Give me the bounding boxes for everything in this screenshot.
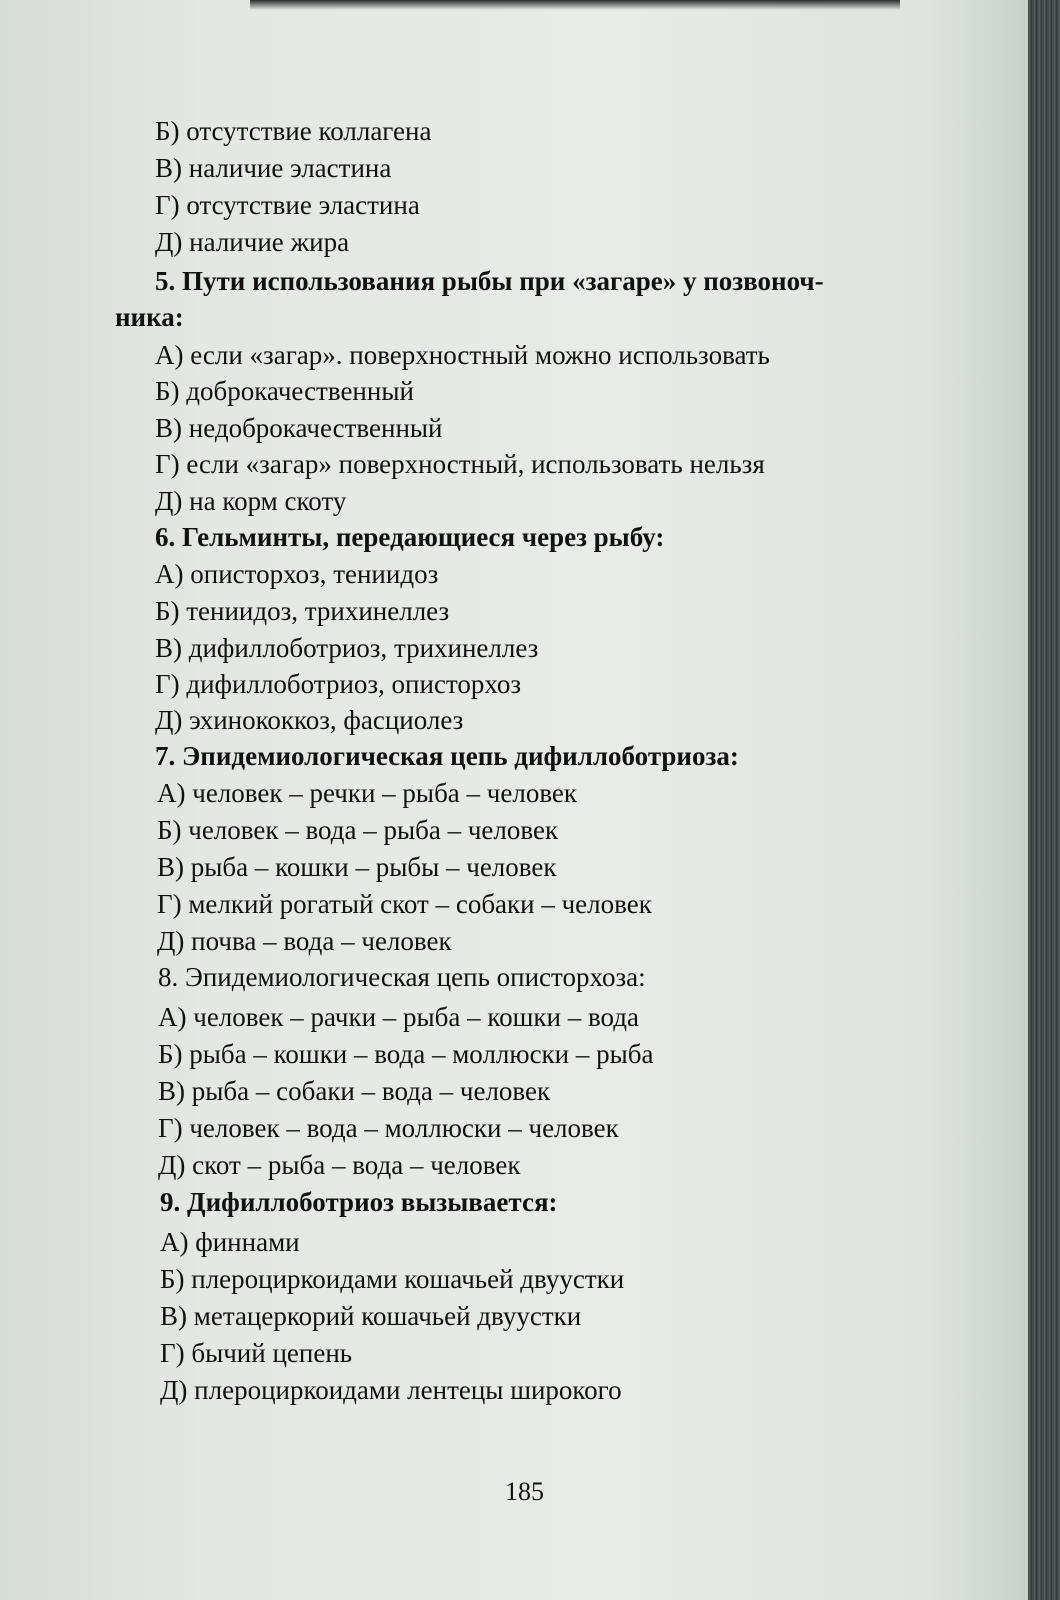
- question-heading: 9. Дифиллоботриоз вызывается:: [160, 1187, 558, 1217]
- answer-option: Д) скот – рыба – вода – человек: [158, 1150, 521, 1180]
- answer-option: А) человек – рачки – рыба – кошки – вода: [158, 1002, 639, 1032]
- answer-option: Д) плероциркоидами лентецы широкого: [160, 1375, 622, 1405]
- question-heading: 7. Эпидемиологическая цепь дифиллоботриоза:: [155, 741, 739, 771]
- answer-option: А) если «загар». поверхностный можно использовать: [155, 340, 770, 370]
- answer-option: Б) человек – вода – рыба – человек: [157, 815, 559, 845]
- text-line: В) наличие эластина: [155, 153, 392, 183]
- answer-option: А) человек – речки – рыба – человек: [157, 778, 578, 808]
- page-number: 185: [505, 1477, 544, 1506]
- answer-option: Д) эхинококкоз, фасциолез: [155, 705, 464, 735]
- answer-option: Б) плероциркоидами кошачьей двуустки: [160, 1264, 625, 1294]
- answer-option: В) недоброкачественный: [155, 413, 443, 443]
- answer-option: В) рыба – кошки – рыбы – человек: [157, 852, 557, 882]
- question-heading: 5. Пути использования рыбы при «загаре» у позвоноч-: [155, 266, 824, 296]
- answer-option: Г) бычий цепень: [160, 1338, 353, 1368]
- question-heading: 8. Эпидемиологическая цепь описторхоза:: [158, 962, 646, 992]
- answer-option: Б) тениидоз, трихинеллез: [155, 596, 450, 626]
- question-heading-continuation: ника:: [115, 302, 184, 332]
- answer-option: Г) дифиллоботриоз, описторхоз: [155, 669, 522, 699]
- answer-option: Г) если «загар» поверхностный, использовать нельзя: [155, 449, 765, 479]
- text-line: Г) отсутствие эластина: [155, 190, 420, 220]
- answer-option: Д) на корм скоту: [155, 486, 347, 516]
- page-stack-edge: [1028, 0, 1060, 1600]
- question-heading: 6. Гельминты, передающиеся через рыбу:: [155, 522, 665, 552]
- text-line: Б) отсутствие коллагена: [155, 116, 432, 146]
- text-line: Д) наличие жира: [155, 227, 350, 257]
- answer-option: Б) доброкачественный: [155, 376, 414, 406]
- answer-option: Б) рыба – кошки – вода – моллюски – рыба: [158, 1039, 654, 1069]
- answer-option: В) дифиллоботриоз, трихинеллез: [155, 633, 539, 663]
- answer-option: Г) человек – вода – моллюски – человек: [158, 1113, 619, 1143]
- answer-option: В) метацеркорий кошачьей двуустки: [160, 1301, 582, 1331]
- answer-option: А) описторхоз, тениидоз: [155, 559, 439, 589]
- page-top-shadow: [250, 0, 900, 10]
- answer-option: Г) мелкий рогатый скот – собаки – человек: [157, 889, 652, 919]
- answer-option: А) финнами: [160, 1227, 300, 1257]
- answer-option: В) рыба – собаки – вода – человек: [158, 1076, 551, 1106]
- answer-option: Д) почва – вода – человек: [157, 926, 452, 956]
